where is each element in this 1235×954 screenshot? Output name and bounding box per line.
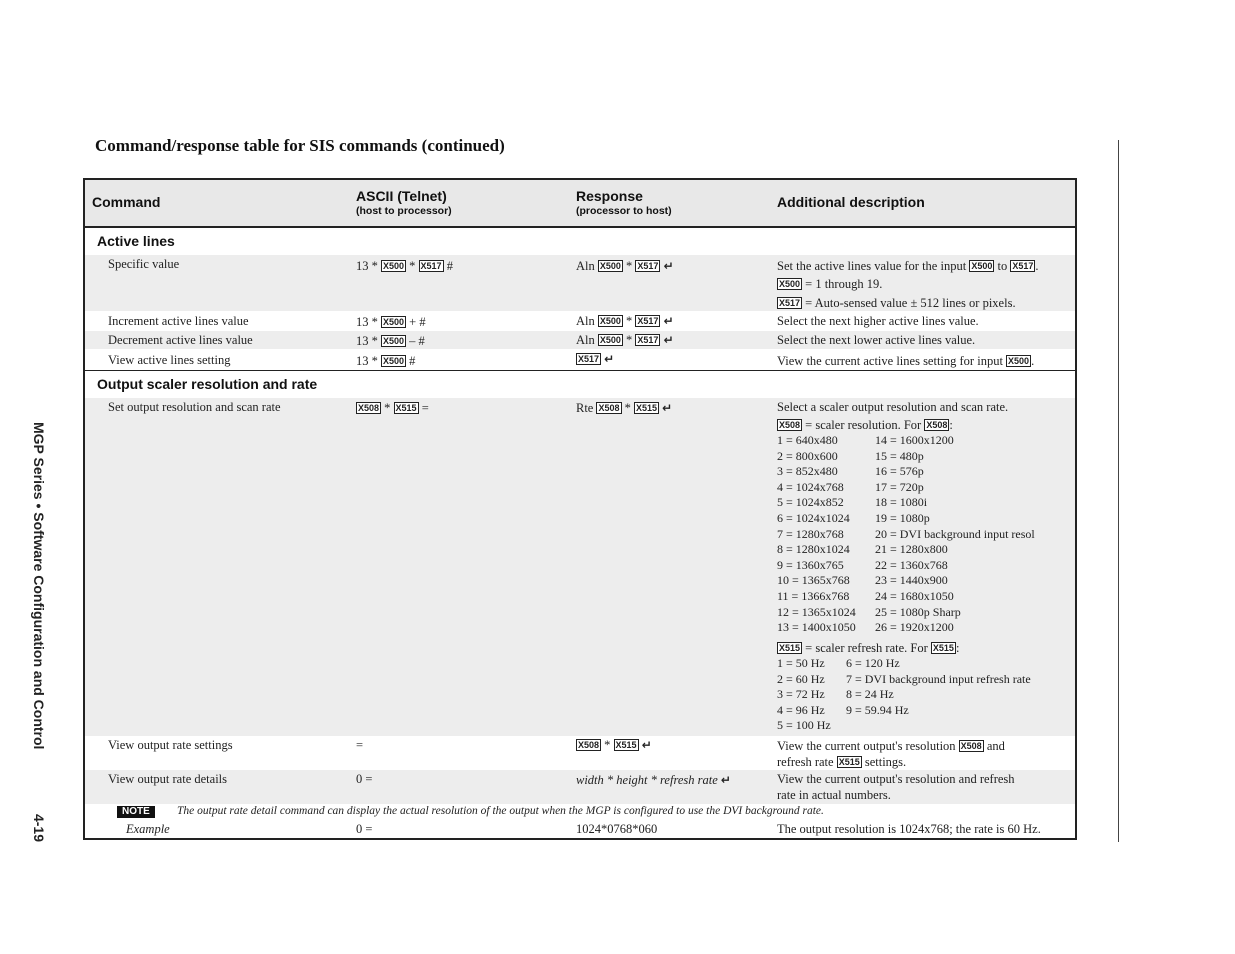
resp-increment: Aln X500 * X517 ↵ [576,314,674,328]
var-x508: X508 [926,420,948,430]
list-item: 5 = 100 Hz [777,718,831,733]
desc-specific-value: Set the active lines value for the input X500 to X517 . [777,259,1039,273]
section-output-scaler: Output scaler resolution and rate [97,376,318,392]
return-arrow-icon: ↵ [604,352,615,366]
desc-view-output-settings-2: refresh rate X515 settings. [777,755,907,769]
ascii-view-output-settings: = [356,738,364,752]
var-x508: X508 [358,403,380,413]
cmd-specific-value: Specific value [108,257,180,271]
var-x517: X517 [578,354,600,364]
desc-view-output-details-1: View the current output's resolution and refresh [777,772,1015,786]
var-x517: X517 [779,298,801,308]
desc-increment: Select the next higher active lines value. [777,314,979,328]
var-x500: X500 [383,261,405,271]
var-x517: X517 [1012,261,1034,271]
ascii-decrement: 13 * X500 – # [356,334,425,348]
ascii-view-output-details: 0 = [356,772,373,786]
return-arrow-icon: ↵ [641,738,652,752]
cmd-view-output-settings: View output rate settings [108,738,233,752]
side-running-header [27,422,47,842]
var-x515: X515 [932,643,954,653]
table-header [85,180,1075,228]
list-item: 3 = 72 Hz 8 = 24 Hz [777,687,894,702]
example-description: The output resolution is 1024x768; the rate is 60 Hz. [777,822,1041,836]
var-x508: X508 [960,741,982,751]
resp-view-output-settings: X508 * X515 ↵ [578,738,652,752]
list-item: 1 = 640x480 14 = 1600x1200 [777,433,954,447]
section-divider [85,370,1075,371]
resp-decrement: Aln X500 * X517 ↵ [576,333,674,347]
desc-set-output: Select a scaler output resolution and scan rate. [777,400,1009,414]
list-item: 7 = 1280x768 20 = DVI background input resol [777,526,1035,541]
var-x517: X517 [637,335,659,345]
list-item: 12 = 1365x1024 25 = 1080p Sharp [777,604,961,619]
header-command: Command [92,194,161,210]
refresh-rate-list [777,656,1031,734]
list-item: 13 = 1400x1050 26 = 1920x1200 [777,620,954,635]
list-item: 2 = 60 Hz 7 = DVI background input refresh rate [777,671,1031,686]
list-item: 9 = 1360x765 22 = 1360x768 [777,557,948,572]
cmd-view-output-details: View output rate details [108,772,228,786]
return-arrow-icon: ↵ [663,333,674,347]
resp-set-output: Rte X508 * X515 ↵ [576,401,673,415]
var-x500: X500 [383,317,405,327]
cmd-set-output: Set output resolution and scan rate [108,400,281,414]
var-x508: X508 [598,403,620,413]
cmd-decrement: Decrement active lines value [108,333,253,347]
var-x515: X515 [395,403,417,413]
desc-view-active-lines: View the current active lines setting for input X500 . [777,354,1035,368]
list-item: 3 = 852x480 16 = 576p [777,464,924,479]
desc-decrement: Select the next lower active lines value. [777,333,976,347]
side-text: MGP Series • Software Configuration and Control [31,422,47,750]
var-x500: X500 [599,335,621,345]
ascii-view-active-lines: 13 * X500 # [356,354,416,368]
note-badge: NOTE [117,806,155,818]
cmd-view-active-lines: View active lines setting [108,353,231,367]
var-x500: X500 [971,261,993,271]
list-item: 4 = 1024x768 17 = 720p [777,479,924,494]
var-x515: X515 [615,740,637,750]
desc-view-output-settings-1: View the current output's resolution X508 and [777,739,1005,753]
note-text: The output rate detail command can display the actual resolution of the output when the MGP is configured to use the DVI background rate. [177,805,824,817]
return-arrow-icon: ↵ [720,773,731,787]
var-x508: X508 [578,740,600,750]
desc-x508-label: X508 = scaler resolution. For X508 : [779,418,953,432]
list-item: 10 = 1365x768 23 = 1440x900 [777,573,948,588]
var-x500: X500 [383,356,405,366]
return-arrow-icon: ↵ [663,314,674,328]
header-ascii: ASCII (Telnet) (host to processor) [356,188,452,217]
list-item: 6 = 1024x1024 19 = 1080p [777,510,930,525]
desc-x500-range: X500 = 1 through 19. [779,277,883,291]
page-number: 4-19 [31,813,47,842]
var-x500: X500 [779,279,801,289]
return-arrow-icon: ↵ [663,259,674,273]
header-description: Additional description [777,194,925,210]
var-x517: X517 [637,261,659,271]
header-response: Response (processor to host) [576,188,672,217]
var-x517: X517 [637,316,659,326]
list-item: 1 = 50 Hz 6 = 120 Hz [777,656,900,670]
example-label: Example [126,822,170,836]
list-item: 8 = 1280x1024 21 = 1280x800 [777,542,948,557]
list-item: 4 = 96 Hz 9 = 59.94 Hz [777,702,909,717]
var-x515: X515 [838,757,860,767]
desc-x515-label: X515 = scaler refresh rate. For X515 : [779,641,960,655]
var-x508: X508 [779,420,801,430]
var-x500: X500 [599,261,621,271]
example-ascii: 0 = [356,822,373,836]
ascii-increment: 13 * X500 + # [356,315,426,329]
ascii-specific-value: 13 * X500 * X517 # [356,259,453,273]
desc-view-output-details-2: rate in actual numbers. [777,788,891,802]
cmd-increment: Increment active lines value [108,314,249,328]
resp-specific-value: Aln X500 * X517 ↵ [576,259,674,273]
var-x517: X517 [420,261,442,271]
desc-x517-range: X517 = Auto-sensed value ± 512 lines or pixels. [779,296,1016,310]
list-item: 11 = 1366x768 24 = 1680x1050 [777,588,954,603]
resp-view-output-details: width * height * refresh rate ↵ [576,773,731,787]
var-x500: X500 [383,336,405,346]
example-response: 1024*0768*060 [576,822,658,836]
var-x515: X515 [636,403,658,413]
list-item: 5 = 1024x852 18 = 1080i [777,495,928,510]
section-active-lines: Active lines [97,233,175,249]
page-title: Command/response table for SIS commands (continued) [95,136,505,155]
return-arrow-icon: ↵ [662,401,673,415]
ascii-set-output: X508 * X515 = [358,401,429,415]
list-item: 2 = 800x600 15 = 480p [777,448,924,463]
margin-rule [1118,140,1119,842]
command-table [83,178,1077,840]
resolution-list [777,433,1035,636]
var-x500: X500 [1008,356,1030,366]
resp-view-active-lines [576,352,614,368]
var-x515: X515 [779,643,801,653]
var-x500: X500 [599,316,621,326]
